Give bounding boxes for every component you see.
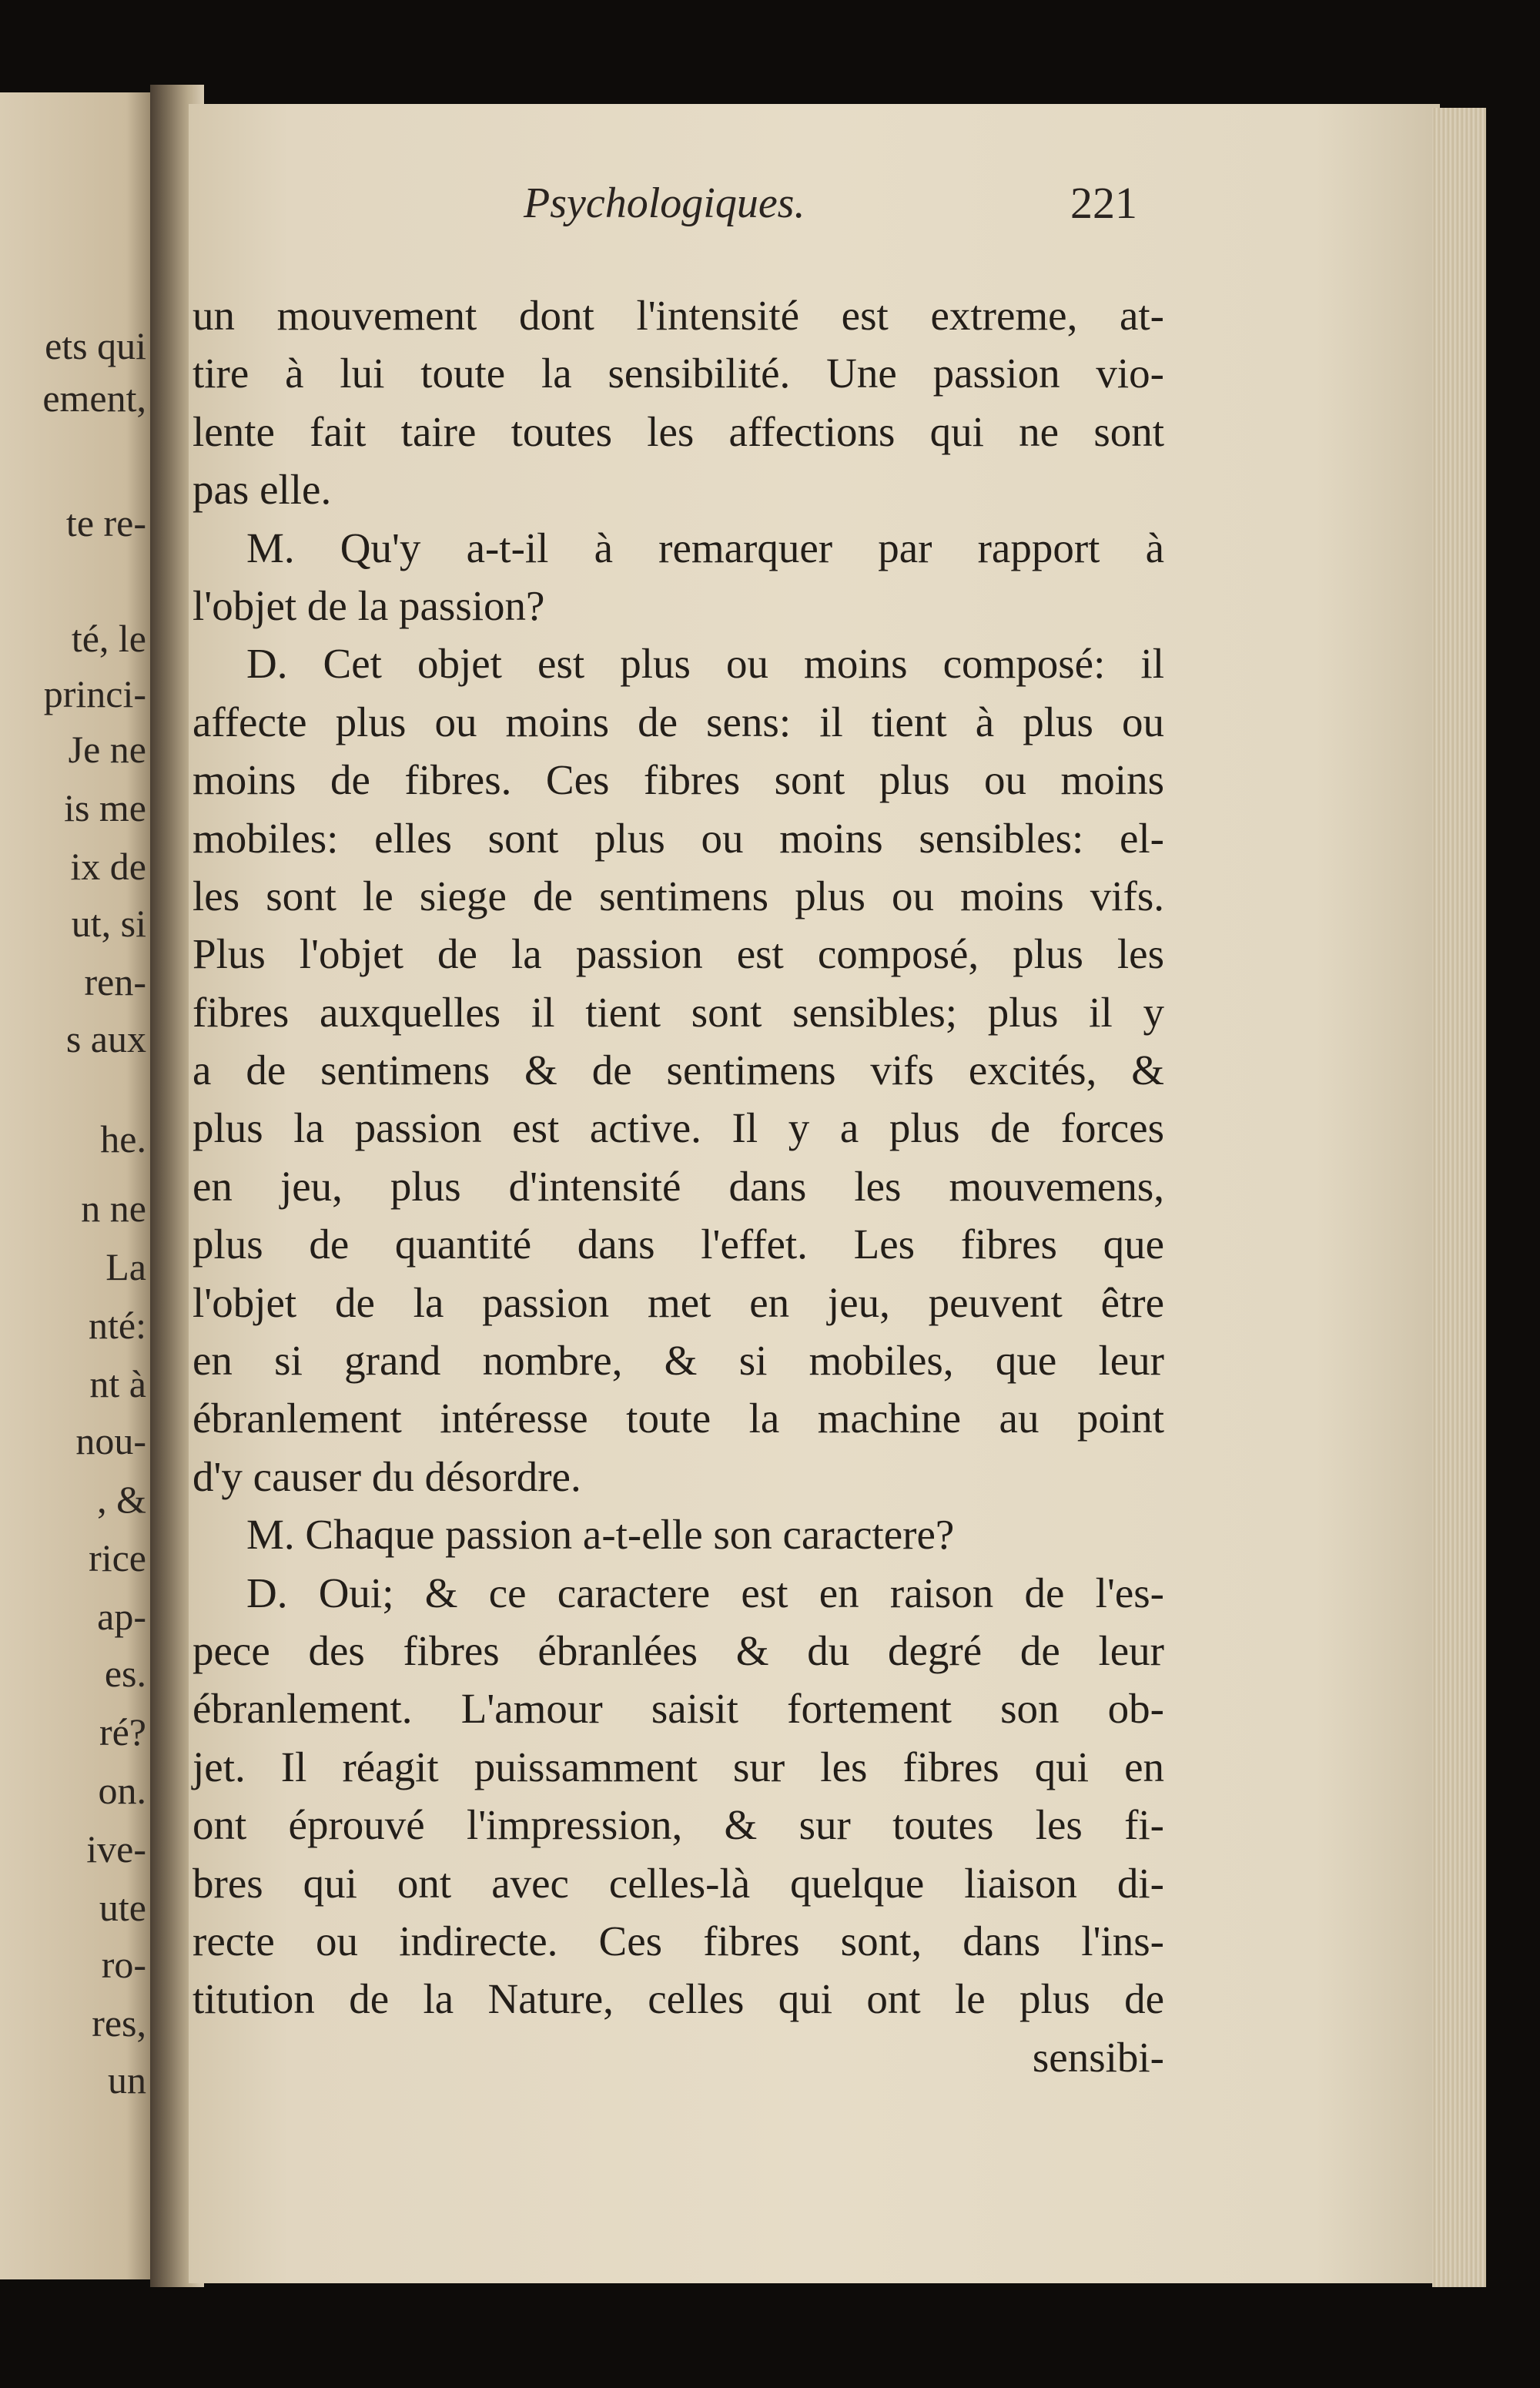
facing-line: n ne (81, 1187, 146, 1230)
text-line: D. Cet objet est plus ou moins composé: il (246, 640, 1164, 688)
text-line: plus la passion est active. Il y a plus de forces (192, 1104, 1164, 1152)
text-line: pece des fibres ébranlées & du degré de leur (192, 1626, 1164, 1674)
text-line: mobiles: elles sont plus ou moins sensibles: el- (192, 814, 1164, 862)
facing-line: ren- (84, 960, 146, 1003)
facing-line: ré? (99, 1710, 146, 1753)
text-line: bres qui ont avec celles-là quelque liaison di- (192, 1859, 1164, 1907)
text-line: affecte plus ou moins de sens: il tient à plus ou (192, 698, 1164, 745)
text-line: M. Chaque passion a-t-elle son caractere? (246, 1511, 955, 1559)
text-line: un mouvement dont l'intensité est extreme, at- (192, 292, 1164, 339)
text-line: pas elle. (192, 466, 332, 514)
facing-line: nté: (89, 1304, 146, 1347)
text-line: ont éprouvé l'impression, & sur toutes les fi- (192, 1801, 1164, 1849)
facing-line: princi- (43, 672, 146, 715)
facing-line: té, le (71, 617, 146, 660)
text-line: d'y causer du désordre. (192, 1452, 581, 1500)
body-text (192, 286, 1164, 2086)
text-line: ébranlement. L'amour saisit fortement son ob- (192, 1685, 1164, 1733)
facing-line: s aux (65, 1017, 146, 1060)
facing-line: La (105, 1245, 146, 1288)
text-line: les sont le siege de sentimens plus ou moins vifs. (192, 872, 1164, 919)
facing-line: ut, si (71, 902, 146, 945)
facing-line: is me (64, 786, 146, 829)
text-line: fibres auxquelles il tient sont sensibles; plus il y (192, 988, 1164, 1036)
text-line: recte ou indirecte. Ces fibres sont, dans l'ins- (192, 1917, 1164, 1964)
page-number: 221 (1070, 178, 1137, 228)
facing-line: res, (92, 2001, 146, 2045)
facing-line: rice (89, 1536, 146, 1579)
facing-line: , & (97, 1478, 146, 1521)
text-line: en jeu, plus d'intensité dans les mouvemens, (192, 1162, 1164, 1210)
page-edges (1432, 108, 1486, 2287)
facing-line: es. (104, 1652, 146, 1695)
facing-line: te re- (65, 501, 146, 544)
facing-line: ets qui (45, 324, 146, 367)
catchword: sensibi- (1032, 2033, 1164, 2081)
facing-line: he. (100, 1117, 146, 1161)
facing-line: ive- (86, 1827, 146, 1871)
facing-line: on. (98, 1769, 146, 1812)
text-line: en si grand nombre, & si mobiles, que leur (192, 1337, 1164, 1385)
text-line: D. Oui; & ce caractere est en raison de l'es- (246, 1569, 1164, 1616)
text-line: jet. Il réagit puissamment sur les fibres qui en (192, 1743, 1164, 1790)
text-line: lente fait taire toutes les affections qui ne sont (192, 407, 1164, 455)
text-line: M. Qu'y a-t-il à remarquer par rapport à (246, 524, 1164, 571)
running-head: Psychologiques. (524, 179, 805, 227)
facing-line: ap- (97, 1595, 146, 1638)
text-line: Plus l'objet de la passion est composé, plus les (192, 930, 1164, 978)
text-line: ébranlement intéresse toute la machine au point (192, 1395, 1164, 1442)
facing-line: un (108, 2058, 146, 2102)
facing-line: ement, (42, 377, 146, 420)
text-line: tire à lui toute la sensibilité. Une passion vio- (192, 350, 1164, 397)
facing-line: nou- (75, 1419, 146, 1462)
facing-line: ute (99, 1886, 146, 1929)
text-line: l'objet de la passion met en jeu, peuvent être (192, 1278, 1164, 1326)
text-line: moins de fibres. Ces fibres sont plus ou moins (192, 756, 1164, 804)
facing-line: nt à (89, 1362, 146, 1405)
facing-line: ix de (70, 845, 146, 888)
text-line: plus de quantité dans l'effet. Les fibres que (192, 1221, 1164, 1268)
facing-line: Je ne (68, 728, 146, 771)
facing-line: ro- (101, 1943, 146, 1986)
text-line: a de sentimens & de sentimens vifs excités, & (192, 1047, 1164, 1094)
text-line: l'objet de la passion? (192, 581, 545, 629)
text-line: titution de la Nature, celles qui ont le plus de (192, 1975, 1164, 2023)
